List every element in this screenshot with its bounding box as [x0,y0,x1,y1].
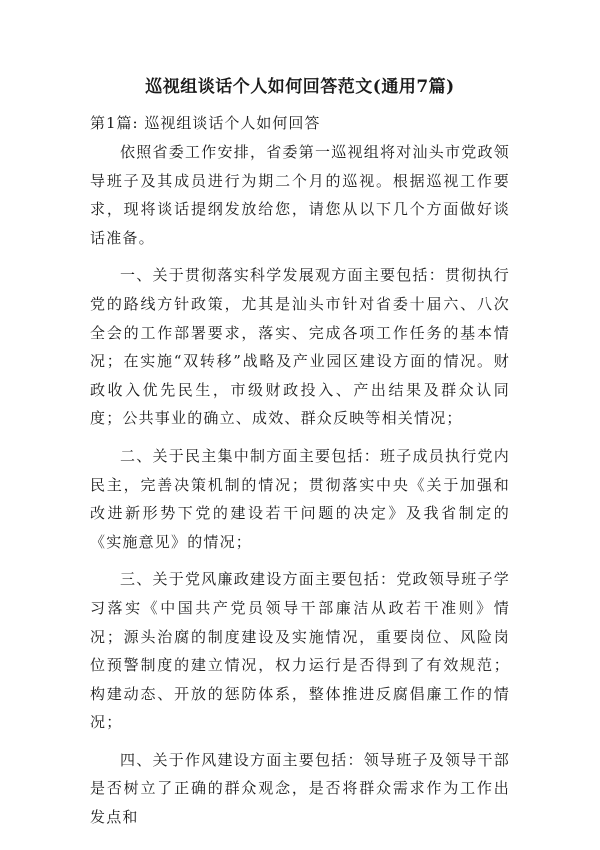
paragraph-section-2: 二、关于民主集中制方面主要包括：班子成员执行党内民主，完善决策机制的情况；贯彻落实中央《关于加强和改进新形势下党的建设若干问题的决定》及我省制定的《实施意见》的情况； [90,446,510,551]
section-heading: 第1篇: 巡视组谈话个人如何回答 [90,114,321,132]
document-title: 巡视组谈话个人如何回答范文(通用7篇) [145,77,455,97]
paragraph-section-4: 四、关于作风建设方面主要包括：领导班子及领导干部是否树立了正确的群众观念，是否将群众需求作为工作出发点和 [90,750,510,827]
paragraph-intro: 依照省委工作安排，省委第一巡视组将对汕头市党政领导班子及其成员进行为期二个月的巡视。根据巡视工作要求，现将谈话提纲发放给您，请您从以下几个方面做好谈话准备。 [90,143,510,247]
document-body [90,138,510,841]
paragraph-section-1: 一、关于贯彻落实科学发展观方面主要包括：贯彻执行党的路线方针政策，尤其是汕头市针对省委十届六、八次全会的工作部署要求，落实、完成各项工作任务的基本情况；在实施“双转移”战略及产业园区建设方面的情况。财政收入优先民生，市级财政投入、产出结果及群众认同度；公共事业的确立、成效、群众反映等相关情况； [90,266,510,428]
paragraph-section-3: 三、关于党风廉政建设方面主要包括：党政领导班子学习落实《中国共产党员领导干部廉洁从政若干准则》情况；源头治腐的制度建设及实施情况，重要岗位、风险岗位预警制度的建立情况，权力运行是否得到了有效规范；构建动态、开放的惩防体系，整体推进反腐倡廉工作的情况； [90,570,510,732]
